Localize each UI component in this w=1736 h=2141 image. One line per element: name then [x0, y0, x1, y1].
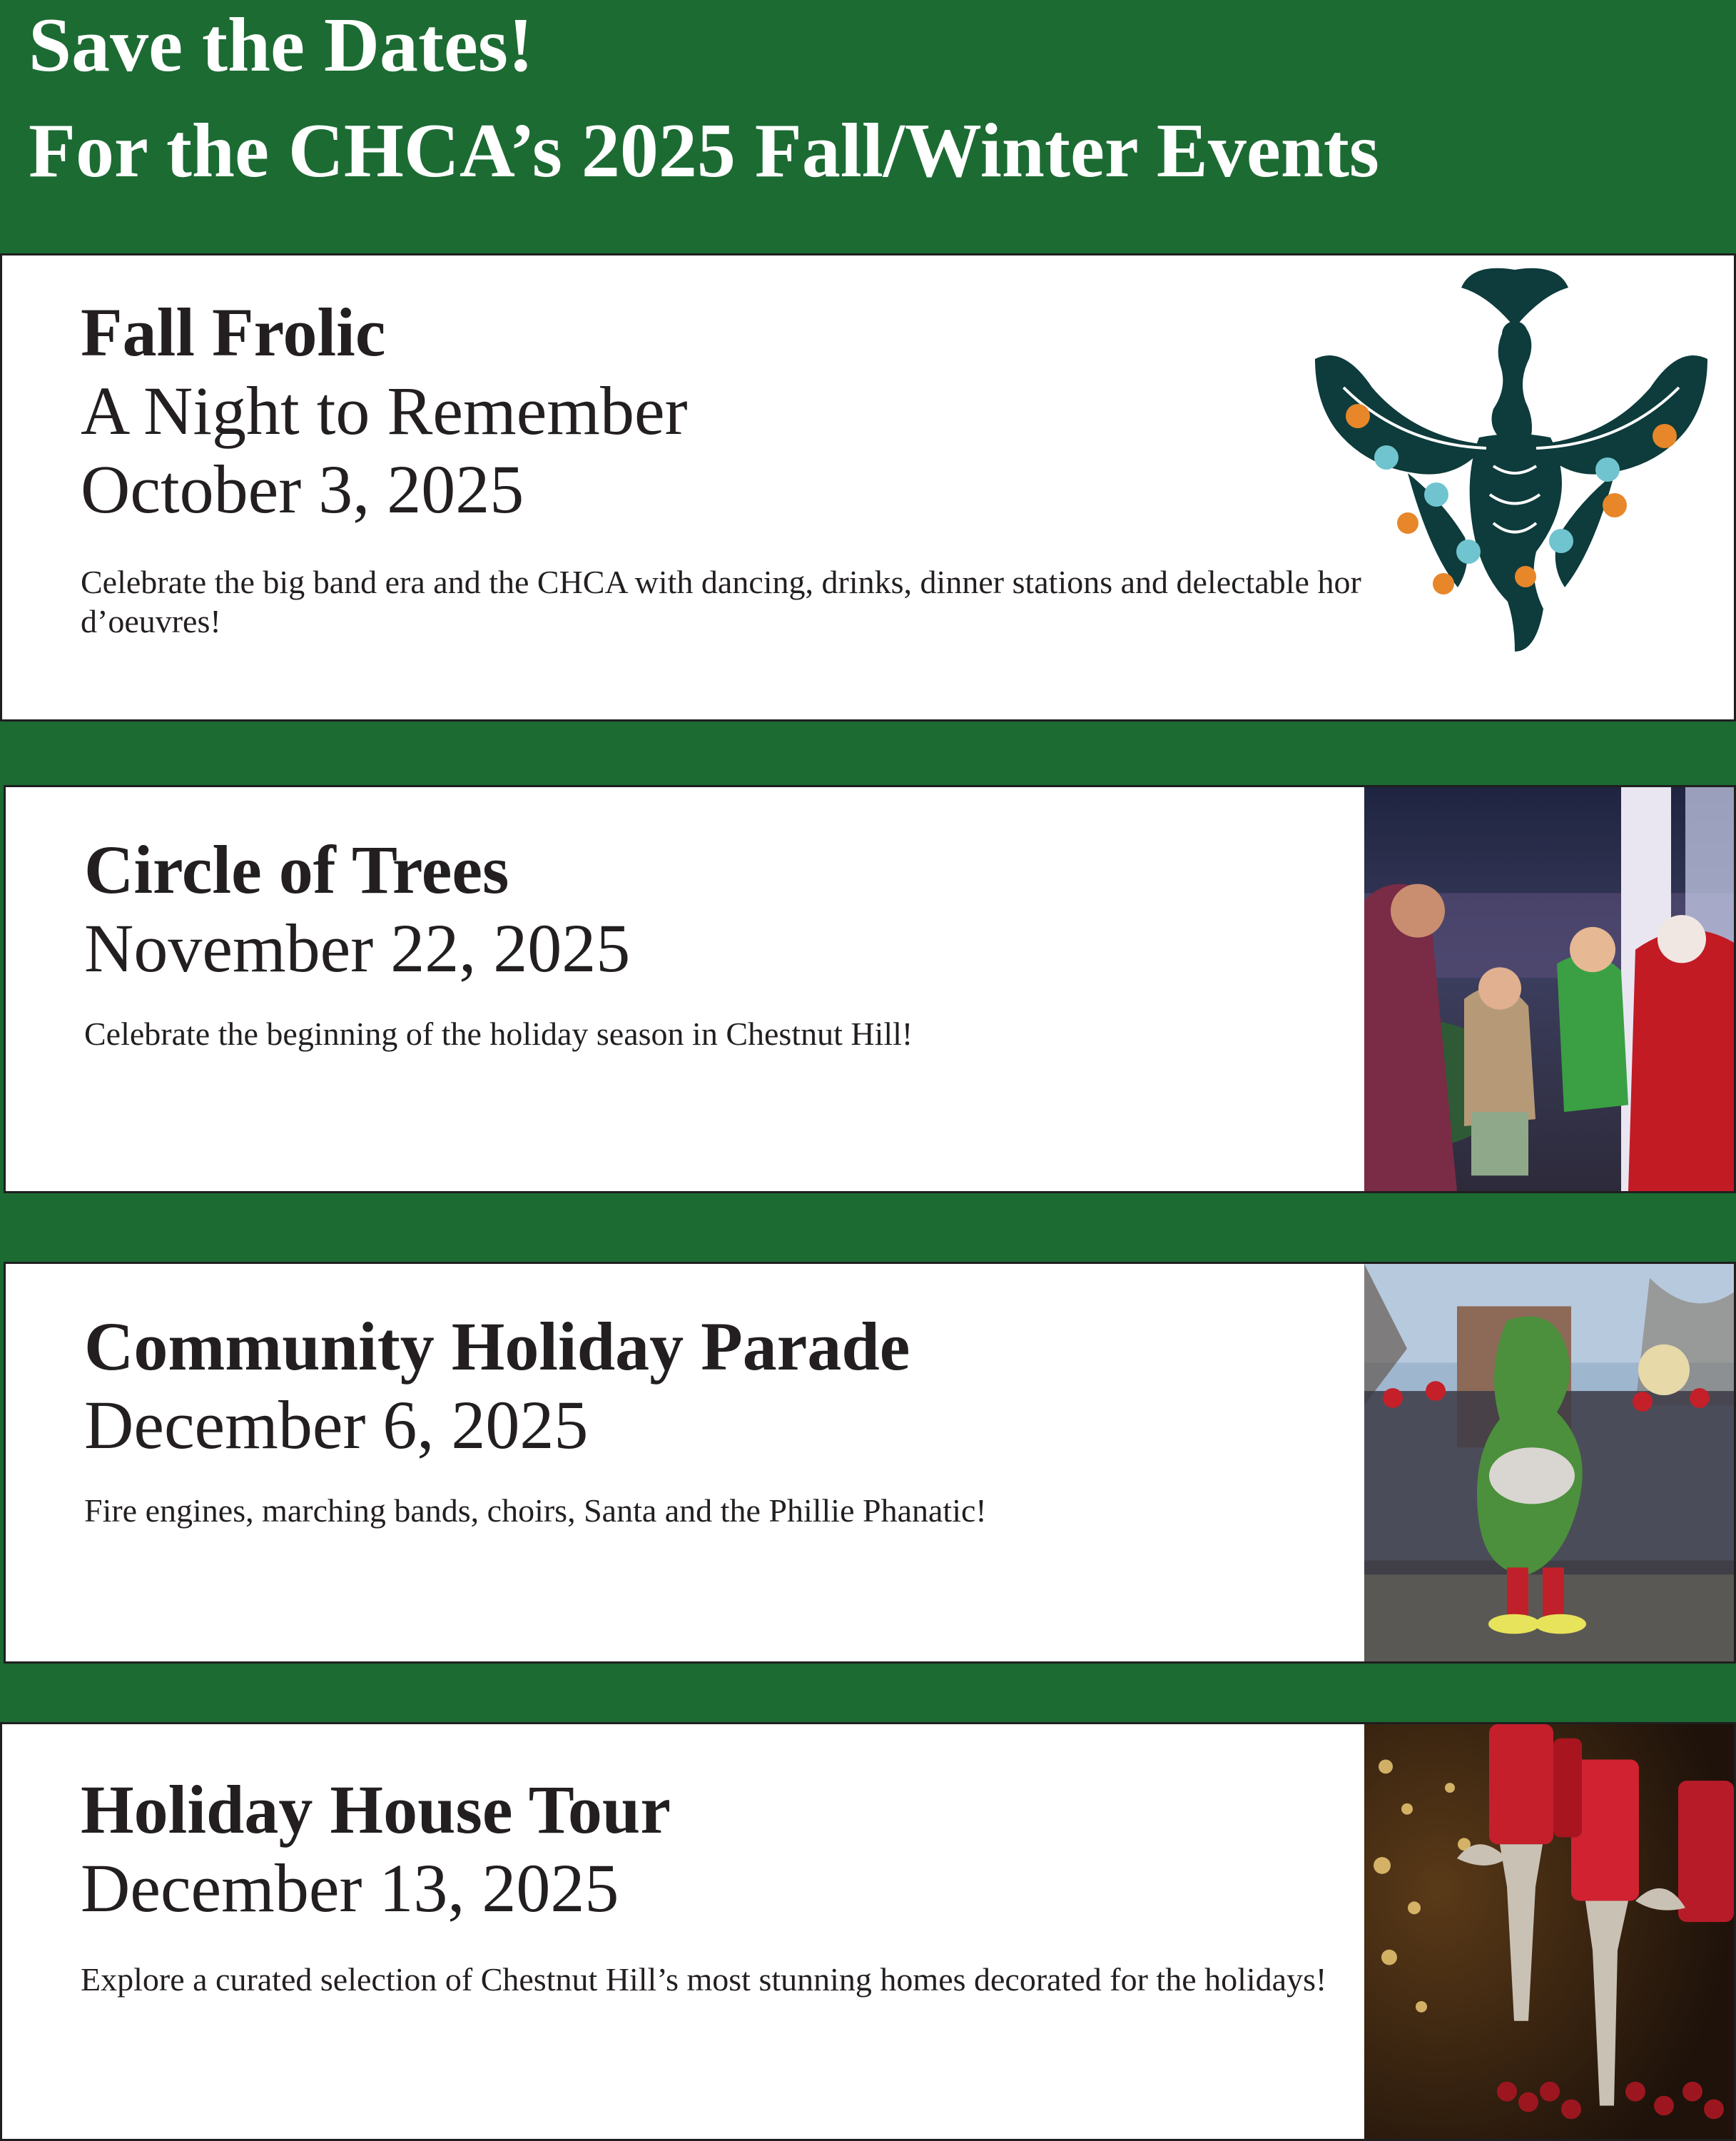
page-header	[0, 0, 1736, 253]
event-card-holiday-parade	[4, 1262, 1736, 1664]
header-subtitle: For the CHCA’s 2025 Fall/Winter Events	[29, 108, 1379, 193]
phillie-phanatic-parade-photo	[1364, 1264, 1734, 1661]
peacock-logo	[1301, 266, 1722, 666]
event-description: Celebrate the beginning of the holiday season in Chestnut Hill!	[84, 1016, 913, 1052]
event-card-circle-of-trees	[4, 785, 1736, 1193]
event-card-holiday-house-tour	[0, 1722, 1736, 2141]
event-title: Fall Frolic	[81, 294, 386, 370]
event-date: December 13, 2025	[81, 1850, 619, 1926]
santa-with-children-photo	[1364, 787, 1734, 1191]
event-date: November 22, 2025	[84, 910, 631, 986]
event-description: Fire engines, marching bands, choirs, Santa and the Phillie Phanatic!	[84, 1492, 987, 1529]
event-card-fall-frolic	[0, 253, 1736, 722]
event-title: Circle of Trees	[84, 831, 509, 908]
event-date: October 3, 2025	[81, 451, 524, 527]
event-subtitle: A Night to Remember	[81, 373, 688, 449]
event-date: December 6, 2025	[84, 1387, 589, 1463]
header-title: Save the Dates!	[29, 3, 534, 88]
event-title: Community Holiday Parade	[84, 1308, 910, 1385]
event-description: Celebrate the big band era and the CHCA with dancing, drinks, dinner stations and delectable hor d’oeuvres!	[81, 564, 1361, 639]
event-description: Explore a curated selection of Chestnut Hill’s most stunning homes decorated for the holidays!	[81, 1961, 1327, 1998]
red-candles-photo	[1364, 1724, 1734, 2139]
event-title: Holiday House Tour	[81, 1771, 671, 1848]
